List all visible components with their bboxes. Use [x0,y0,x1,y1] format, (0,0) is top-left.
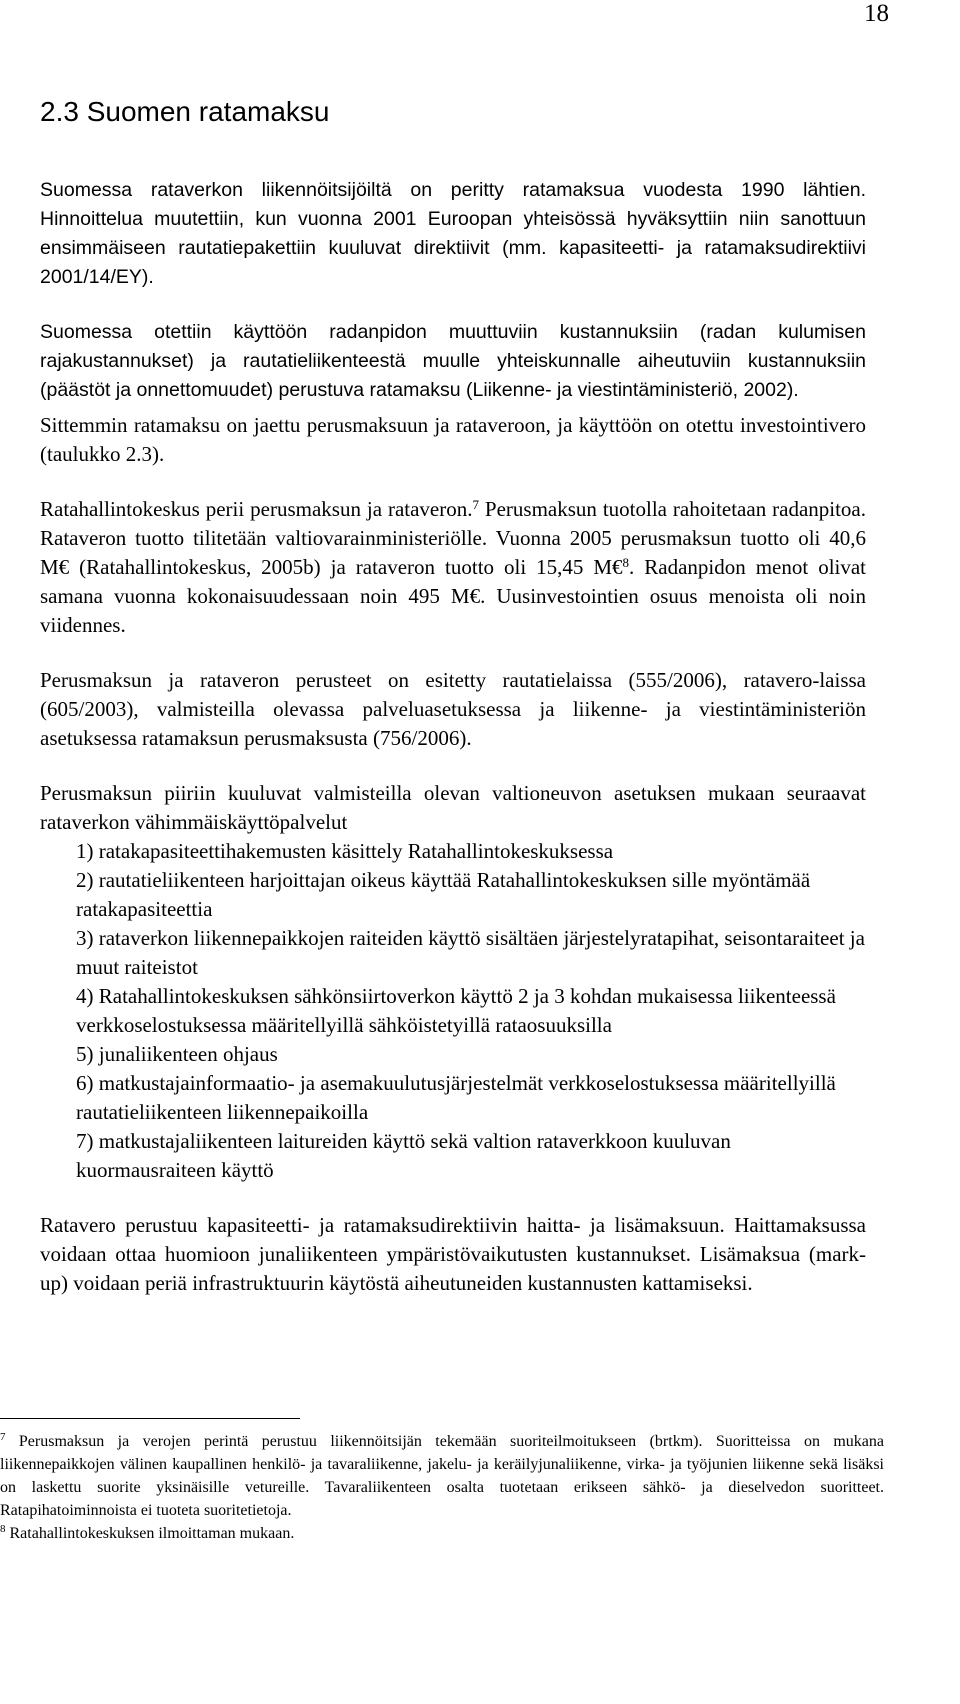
list-item: 2) rautatieliikenteen harjoittajan oikeus käyttää Ratahallintokeskuksen sille myöntämää ratakapasiteettia [76,868,811,921]
list-item: 3) rataverkon liikennepaikkojen raiteiden käyttö sisältäen järjestelyratapihat, seisontaraiteet ja muut raiteistot [76,926,865,979]
footnote-number: 8 [0,1523,6,1535]
paragraph-services-intro: Perusmaksun piiriin kuuluvat valmisteilla olevan valtioneuvon asetuksen mukaan seuraavat rataverkon vähimmäiskäyttöpalvelut [40,781,866,834]
services-list [76,837,866,1185]
body-text-serif [40,411,866,1324]
section-heading: 2.3 Suomen ratamaksu [40,96,330,127]
footnote-divider [0,1418,300,1419]
footnotes [0,1430,884,1545]
paragraph-revenue [40,495,866,640]
list-item: 4) Ratahallintokeskuksen sähkönsiirtoverkon käyttö 2 ja 3 kohdan mukaisessa liikenteessä verkkoselostuksessa määritellyillä sähköistetyillä rataosuuksilla [76,984,836,1037]
footnote-number: 7 [0,1431,6,1443]
footnote-text: Perusmaksun ja verojen perintä perustuu liikennöitsijän tekemään suoriteilmoitukseen (brtkm). Suoritteissa on mukana liikennepaikkojen välinen kaupallinen henkilö- ja tavaraliikenne, jakelu- ja keräilyjunaliikenne, virka- ja työjunien liikenne sekä lisäksi on laskettu suorite yksinäisille vetureille. Tavaraliikenteen osalta tuotetaan erikseen sähkö- ja dieselvedon suoritteet. Ratapihatoiminnoista ei tuoteta suoritetietoja. [0,1433,884,1519]
revenue-text-a: Ratahallintokeskus perii perusmaksun ja rataveron. [40,497,473,521]
paragraph-introduction [40,318,866,405]
paragraph-track-tax: Ratavero perustuu kapasiteetti- ja ratamaksudirektiivin haitta- ja lisämaksuun. Haittamaksussa voidaan ottaa huomioon junaliikenteen ympäristövaikutusten kustannukset. Lisämaksua (mark-up) voidaan periä infrastruktuurin käytöstä aiheutuneiden kustannusten kattamiseksi. [40,1213,866,1295]
footnote-8 [0,1522,884,1545]
paragraph-legal-basis: Perusmaksun ja rataveron perusteet on esitetty rautatielaissa (555/2006), ratavero-laissa (605/2003), valmisteilla olevassa palveluasetuksessa ja liikenne- ja viestintäministeriön asetuksessa ratamaksun perusmaksusta (756/2006). [40,668,866,750]
footnote-ref-8[interactable]: 8 [622,555,630,570]
footnote-7 [0,1430,884,1522]
page-number: 18 [864,0,889,27]
footnote-text: Ratahallintokeskuksen ilmoittaman mukaan. [5,1525,295,1542]
revenue-text-c: . Radanpidon menot olivat samana vuonna kokonaisuudessaan noin 495 M€. Uusinvestointien osuus menoista oli noin viidennes. [40,555,867,637]
list-item: 1) ratakapasiteettihakemusten käsittely Ratahallintokeskuksessa [76,839,614,863]
paragraph-split: Sittemmin ratamaksu on jaettu perusmaksuun ja rataveroon, ja käyttöön on otettu investointivero (taulukko 2.3). [40,413,866,466]
body-text [40,176,866,405]
revenue-text-b: Perusmaksun tuotolla rahoitetaan radanpitoa. Rataveron tuotto tilitetään valtiovarainministeriölle. Vuonna 2005 perusmaksun tuotto oli 40,6 M€ (Ratahallintokeskus, 2005b) ja rataveron tuotto oli 15,45 M€ [40,497,867,579]
footnote-ref-7[interactable]: 7 [472,497,479,512]
list-item: 6) matkustajainformaatio- ja asemakuulutusjärjestelmät verkkoselostuksessa määritellyillä rautatieliikenteen liikennepaikoilla [76,1071,836,1124]
paragraph-introduction-text: Suomessa otettiin käyttöön radanpidon muuttuviin kustannuksiin (radan kulumisen rajakustannukset) ja rautatieliikenteestä muulle yhteiskunnalle aiheutuviin kustannuksiin (päästöt ja onnettomuudet) perustuva ratamaksu (Liikenne- ja viestintäministeriö, 2002). [40,321,866,401]
list-item: 7) matkustajaliikenteen laitureiden käyttö sekä valtion rataverkkoon kuuluvan kuormausraiteen käyttö [76,1129,731,1182]
list-item: 5) junaliikenteen ohjaus [76,1042,278,1066]
paragraph-history: Suomessa rataverkon liikennöitsijöiltä on peritty ratamaksua vuodesta 1990 lähtien. Hinnoittelua muutettiin, kun vuonna 2001 Euroopan yhteisössä hyväksyttiin niin sanottuun ensimmäiseen rautatiepakettiin kuuluvat direktiivit (mm. kapasiteetti- ja ratamaksudirektiivi 2001/14/EY). [40,179,866,288]
